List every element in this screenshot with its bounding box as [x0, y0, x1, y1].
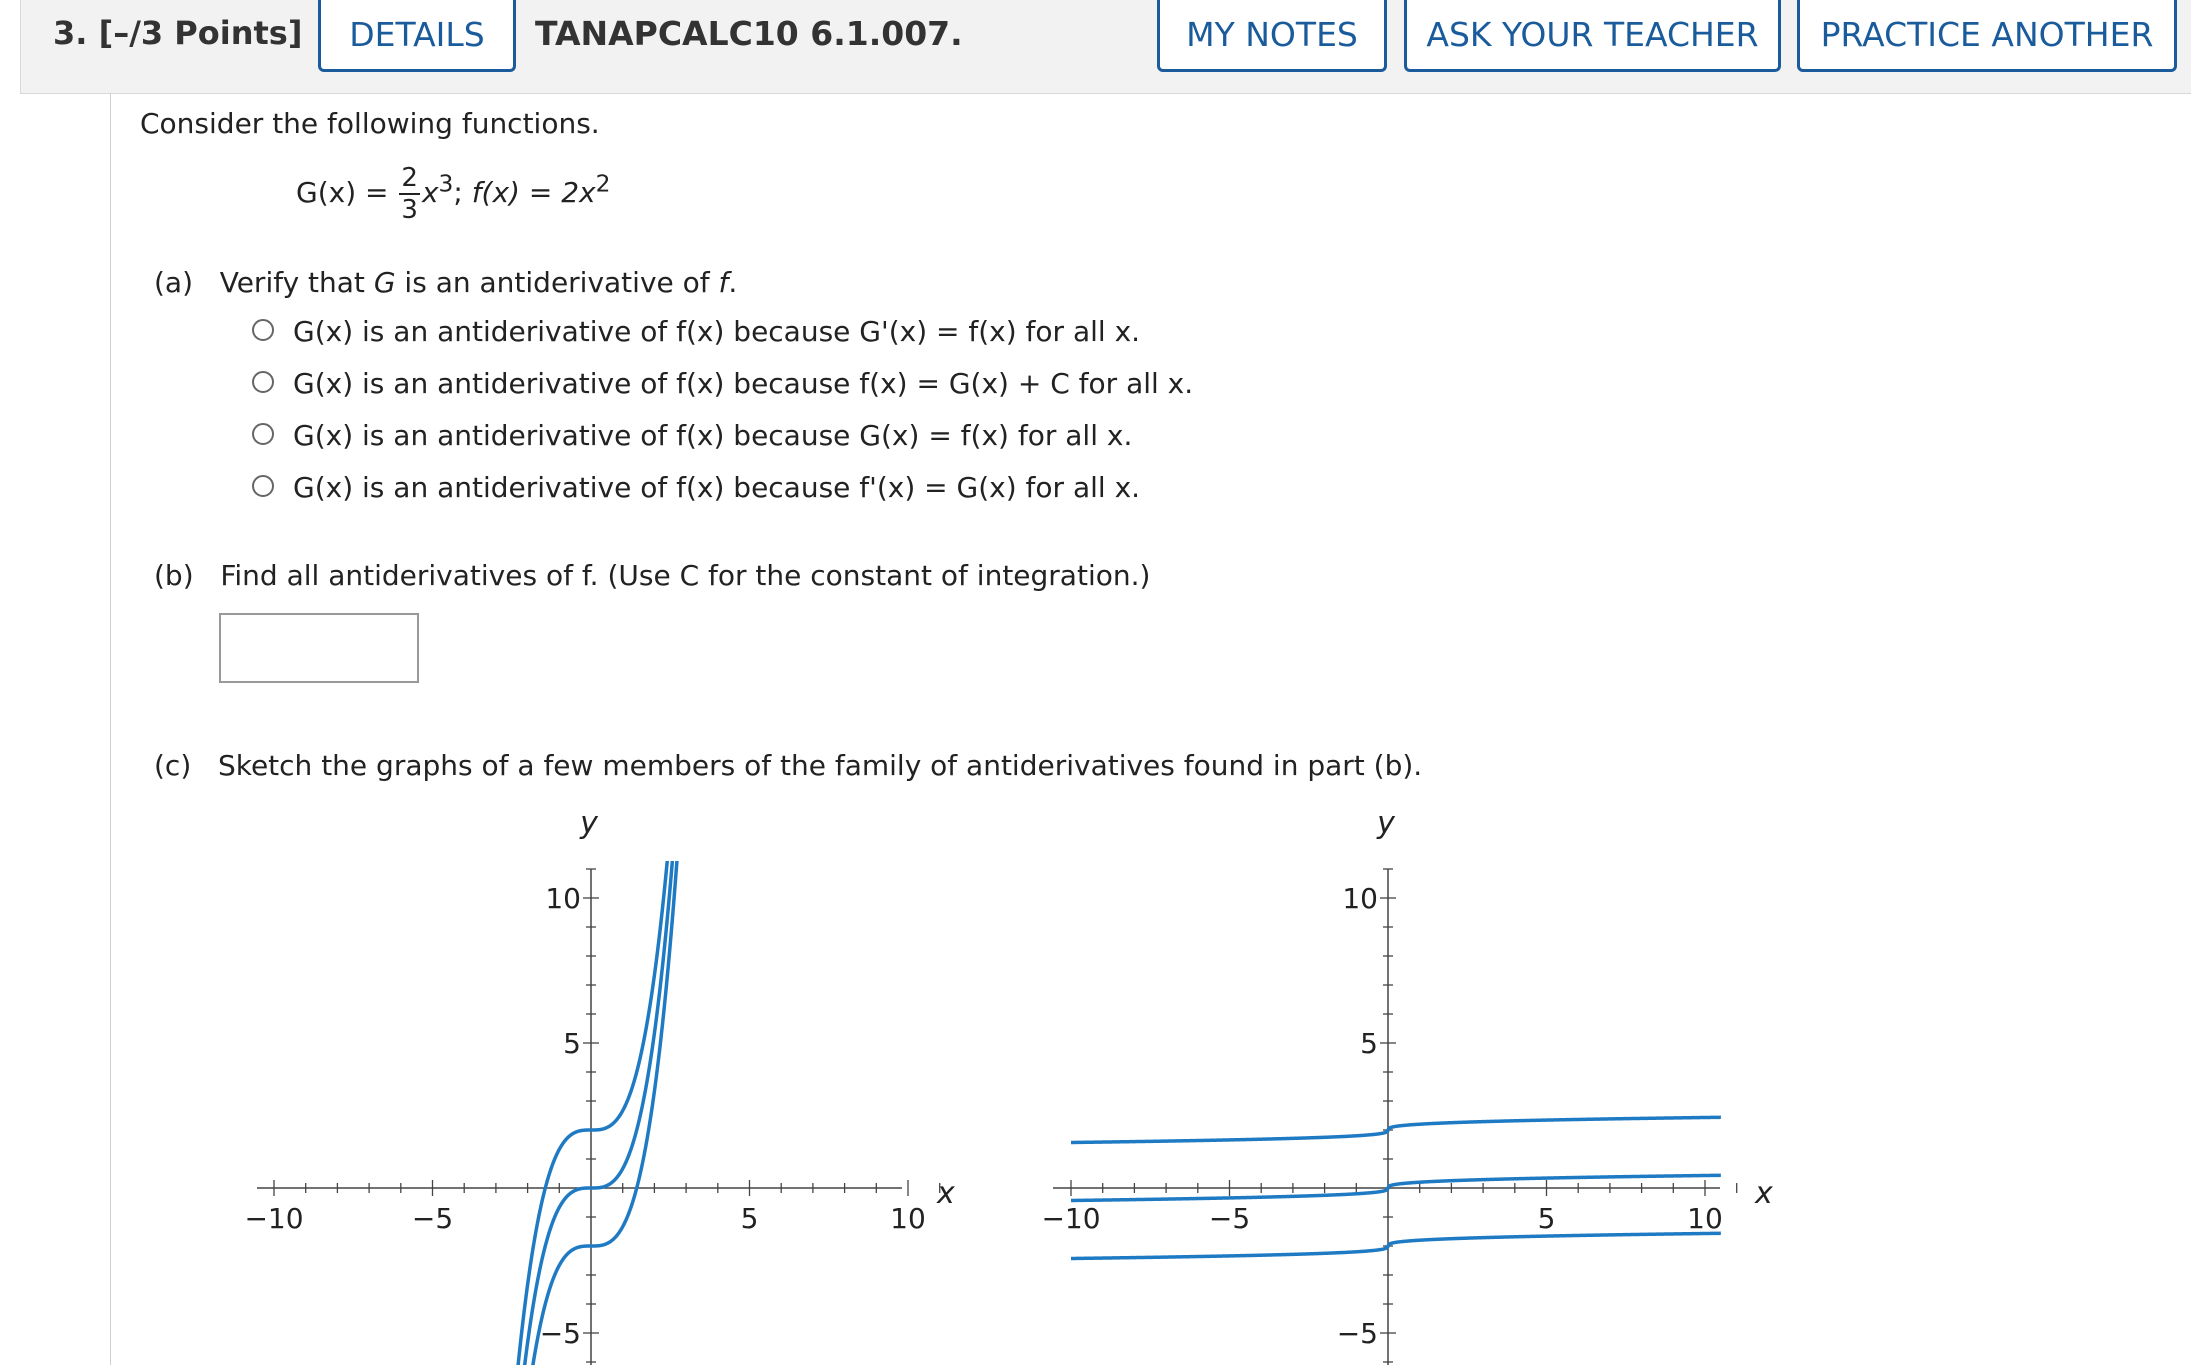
x-tick-label: −5: [411, 1202, 454, 1235]
part-c-prompt-text: Sketch the graphs of a few members of the family of antiderivatives found in part (b).: [217, 749, 1423, 782]
question-points: [–/3 Points]: [98, 14, 303, 52]
part-a-prompt-g: G: [373, 266, 396, 299]
option-2-radio[interactable]: [252, 371, 274, 393]
curve-c-0: [516, 841, 674, 1365]
part-b-prompt: [154, 559, 1150, 592]
question-id: TANAPCALC10 6.1.007.: [535, 14, 963, 53]
part-a-prompt-end: .: [728, 266, 738, 299]
ask-your-teacher-button[interactable]: ASK YOUR TEACHER: [1404, 0, 1781, 72]
question-number-text: 3.: [53, 14, 88, 52]
f-definition: f(x) = 2x: [471, 176, 596, 209]
fraction-numerator: 2: [401, 163, 418, 193]
g-variable: x: [421, 176, 439, 209]
part-a-label: (a): [154, 266, 194, 299]
details-button[interactable]: DETAILS: [318, 0, 516, 72]
y-tick-label: 10: [545, 882, 581, 915]
x-tick-label: −10: [244, 1202, 304, 1235]
part-c-label: (c): [154, 749, 192, 782]
fraction-two-thirds: [399, 165, 420, 223]
x-tick-label: 5: [740, 1202, 759, 1235]
f-exponent: 2: [595, 169, 611, 198]
x-tick-label: 10: [890, 1202, 926, 1235]
option-3-radio[interactable]: [252, 423, 274, 445]
part-a-prompt-mid: is an antiderivative of: [395, 266, 719, 299]
antiderivative-input[interactable]: [221, 615, 417, 681]
part-a-prompt-f: f: [718, 266, 729, 299]
x-tick-label: 5: [1537, 1202, 1556, 1235]
x-tick-label: 10: [1687, 1202, 1723, 1235]
option-1-radio[interactable]: [252, 319, 274, 341]
fraction-denominator: 3: [401, 195, 418, 225]
y-tick-label: 5: [1360, 1027, 1378, 1060]
graph-option-1[interactable]: [230, 800, 990, 1365]
y-tick-label: −5: [1336, 1317, 1378, 1350]
x-tick-label: −5: [1208, 1202, 1251, 1235]
part-b-label: (b): [154, 559, 194, 592]
antiderivative-answer-box[interactable]: [219, 613, 419, 683]
intro-text: Consider the following functions.: [140, 107, 600, 140]
y-tick-label: −5: [539, 1317, 581, 1350]
question-number: [53, 14, 302, 52]
part-a-prompt: [154, 266, 737, 299]
graph-option-2[interactable]: [1030, 800, 1790, 1365]
curve-c-neg2: [522, 841, 679, 1365]
function-definitions: [296, 165, 610, 223]
function-separator: ;: [453, 176, 472, 209]
y-axis-label: y: [580, 806, 598, 841]
curve-c-2: [1071, 1117, 1721, 1142]
part-a-prompt-pre: Verify that: [219, 266, 374, 299]
option-4-label[interactable]: G(x) is an antiderivative of f(x) because f'(x) = G(x) for all x.: [293, 471, 1141, 504]
option-1-label[interactable]: G(x) is an antiderivative of f(x) because G'(x) = f(x) for all x.: [293, 315, 1141, 348]
y-axis-label: y: [1377, 806, 1395, 841]
option-2-label[interactable]: G(x) is an antiderivative of f(x) because f(x) = G(x) + C for all x.: [293, 367, 1194, 400]
y-tick-label: 10: [1342, 882, 1378, 915]
x-axis-label: x: [937, 1176, 955, 1211]
practice-another-button[interactable]: PRACTICE ANOTHER: [1797, 0, 2177, 72]
part-c-prompt: [154, 749, 1422, 782]
part-b-prompt-text: Find all antiderivatives of f. (Use C for the constant of integration.): [220, 559, 1151, 592]
curve-c-2: [511, 842, 669, 1365]
my-notes-button[interactable]: MY NOTES: [1157, 0, 1387, 72]
y-tick-label: 5: [563, 1027, 581, 1060]
g-lhs: G(x) =: [296, 176, 398, 209]
option-4-radio[interactable]: [252, 475, 274, 497]
x-tick-label: −10: [1041, 1202, 1101, 1235]
g-exponent: 3: [438, 169, 454, 198]
option-3-label[interactable]: G(x) is an antiderivative of f(x) because G(x) = f(x) for all x.: [293, 419, 1133, 452]
curve-c-neg2: [1071, 1233, 1721, 1258]
x-axis-label: x: [1755, 1176, 1773, 1211]
